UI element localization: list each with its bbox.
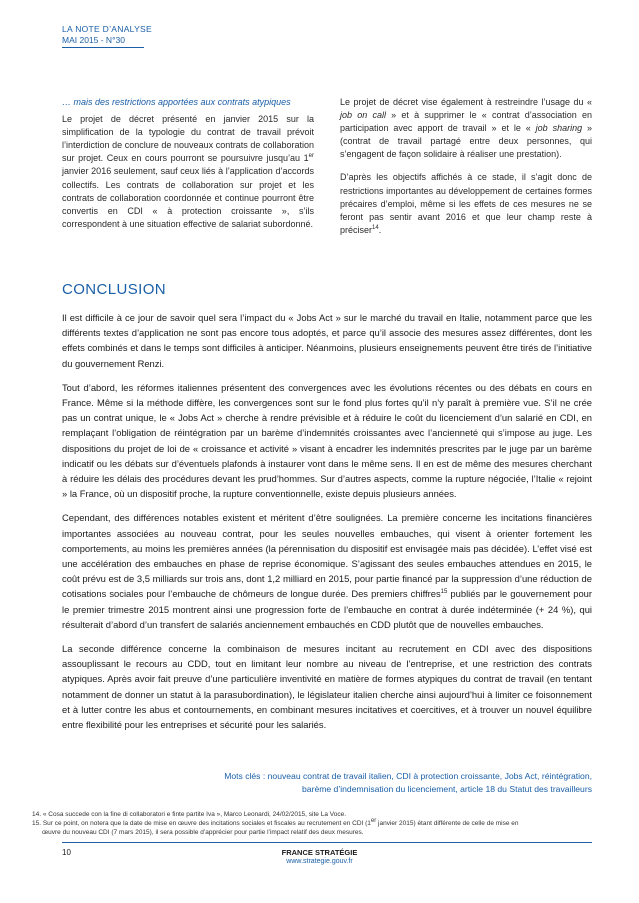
left-paragraph-text-b: janvier 2016 seulement, sauf ceux liés à l’application d’accords collectifs. Les contrats de collaboration sur projet et les contrats de collaboration coordonnée et continue pourront être convertis en CDI « à protection croissante », s’ils correspondent à une situation effective de salariat subordonné.	[62, 166, 314, 229]
footnote-14: 14. « Cosa succede con la fine di collaboratori e finte partite Iva », Marco Leonardi, 24/02/2015, site La Voce.	[32, 811, 346, 818]
superscript-er: er	[308, 153, 314, 160]
job-on-call-term: job on call	[340, 110, 386, 121]
right-column	[340, 96, 592, 247]
keywords-line-2: barème d’indemnisation du licenciement, article 18 du Statut des travailleurs	[302, 784, 592, 794]
conclusion-paragraph-1: Il est difficile à ce jour de savoir quel sera l’impact du « Jobs Act » sur le marché du travail en Italie, notamment parce que les différents textes d’application ne sont pas encore tous adoptés, et parce qu’il associe des mesures assez différentes, dont les effets combinés et dans le temps sont difficiles à anticiper. Néanmoins, plusieurs enseignements peuvent être tirés de l’initiative du gouvernement Renzi.	[62, 312, 592, 369]
conclusion-paragraph-3	[62, 510, 592, 632]
footnote-15-text-b: janvier 2015) étant différente de celle de mise en	[376, 820, 519, 827]
footnote-15-continuation: œuvre du nouveau CDI (7 mars 2015), il sera possible d’apprécier pour partie l’impact relatif des deux mesures.	[42, 829, 364, 836]
document-header	[62, 24, 152, 48]
footnote-15	[32, 819, 607, 828]
conclusion-p3-text-a: Cependant, des différences notables existent et méritent d’être soulignées. La première concerne les incitations financières importantes associées au nouveau contrat, pour les seules nouvelles embauches, qui visent à orienter fortement les comportements, au moins les premières années (la pérennisation du dispositif est envisagée mais pas décidée). L’effet visé est une accélération des embauches en phase de reprise économique. S’agissant des seules embauches attendues en 2015, le coût prévu est de 3,5 milliards sur trois ans, dont 1,2 milliard en 2015, pour partie financé par la suppression d’une réduction de cotisations sociales pour l’embauche de chômeurs de longue durée. Des premiers chiffres	[62, 512, 592, 600]
keywords	[152, 770, 592, 796]
keywords-line-1: Mots clés : nouveau contrat de travail italien, CDI à protection croissante, Jobs Act, réintégration,	[224, 771, 592, 781]
footer-url-link[interactable]: www.strategie.gouv.fr	[286, 858, 353, 865]
left-paragraph	[62, 113, 314, 231]
footnote-ref-14[interactable]: 14	[372, 224, 379, 231]
conclusion-body	[62, 310, 592, 741]
publication-issue: MAI 2015 - N°30	[62, 35, 144, 48]
right-p1-text-a: Le projet de décret vise également à restreindre l’usage du «	[340, 97, 592, 107]
footer-brand: FRANCE STRATÉGIE	[281, 848, 358, 857]
conclusion-heading: CONCLUSION	[62, 281, 167, 298]
page-number: 10	[62, 848, 71, 857]
conclusion-p3-text-b: publiés par le gouvernement pour le premier trimestre 2015 montrent ainsi une progression forte de l’embauche en contrat à durée indéterminée (+ 24 %), qui résulterait d’abord d’un transfert de salariés anciennement embauchés en CDD plutôt que de nouvelles embauches.	[62, 588, 593, 630]
footnote-ref-15[interactable]: 15	[440, 589, 448, 596]
right-p2-text: D’après les objectifs affichés à ce stade, il s’agit donc de restrictions importantes au développement de certaines formes précaires d’emploi, même si les effets de ces mesures ne se feront pas sentir avant 2016 et que leur champ reste à préciser	[340, 172, 592, 235]
right-p1-text-b: » et à supprimer le « contrat d’association en participation avec apport de travail » et le «	[340, 110, 592, 134]
publication-title: LA NOTE D’ANALYSE	[62, 24, 152, 34]
left-paragraph-text-a: Le projet de décret présenté en janvier 2015 sur la simplification de la typologie du contrat de travail prévoit l’interdiction de conclure de nouveaux contrats de collaboration sur projet. Ceux en cours pourront se poursuivre jusqu’au 1	[62, 114, 314, 164]
footer-divider	[62, 842, 592, 843]
footnotes	[32, 810, 607, 837]
job-sharing-term: job sharing	[535, 123, 583, 134]
right-p2-end: .	[378, 224, 382, 235]
footnote-15-text-a: 15. Sur ce point, on notera que la date de mise en œuvre des incitations sociales et fiscales au recrutement en CDI (1	[32, 820, 371, 827]
right-paragraph-1	[340, 96, 592, 161]
conclusion-paragraph-2: Tout d’abord, les réformes italiennes présentent des convergences avec les évolutions récentes ou des débats en cours en France. Même si la méthode diffère, les convergences sont sur le fond plus fortes qu’il n’y paraît à première vue. S’il ne crée pas un contrat unique, le « Jobs Act » cherche à rendre prévisible et à réduire le coût du licenciement d’un salarié en CDI, en remplaçant l’obligation de réintégration par un barème d’indemnités croissantes avec l’ancienneté qui s’impose au juge. Les dispositions du projet de loi de « croissance et activité » visant à encadrer les indemnités prescrites par le juge par un barème indicatif ou les débats sur d’éventuels plafonds à instaurer vont dans le même sens. Il en est de même des mesures cherchant à réduire les délais des procédures devant les prud’hommes. Sur d’autres aspects, comme la rupture négociée, l’Italie « rejoint » la France, où un dispositif proche, la rupture conventionnelle, existe depuis plusieurs années.	[62, 381, 592, 500]
right-paragraph-2	[340, 171, 592, 236]
conclusion-paragraph-4: La seconde différence concerne la combinaison de mesures incitant au recrutement en CDI avec des dispositions assouplissant le recours au CDD, tout en limitant leur nombre au niveau de l’entreprise, et une restriction des contrats atypiques. Après avoir fait preuve d’une particulière inventivité en matière de formes atypiques du contrat de travail (en tentant notamment de donner un statut à la parasubordination), le législateur italien cherche ainsi aujourd’hui à limiter ce foisonnement et à lutter contre les abus et contournements, en combinant mesures incitatives et coercitives, et à trouver un nouvel équilibre entre flexibilité pour les entreprises et sécurité pour les salariés.	[62, 643, 592, 731]
superscript-er: er	[370, 817, 377, 824]
left-column	[62, 96, 314, 247]
two-column-section	[62, 96, 592, 247]
section-subheading: … mais des restrictions apportées aux contrats atypiques	[62, 97, 291, 107]
right-p1-text-c: » (contrat de travail partagé entre deux personnes, qui s’engagent de façon solidaire à réaliser une prestation).	[340, 123, 593, 160]
